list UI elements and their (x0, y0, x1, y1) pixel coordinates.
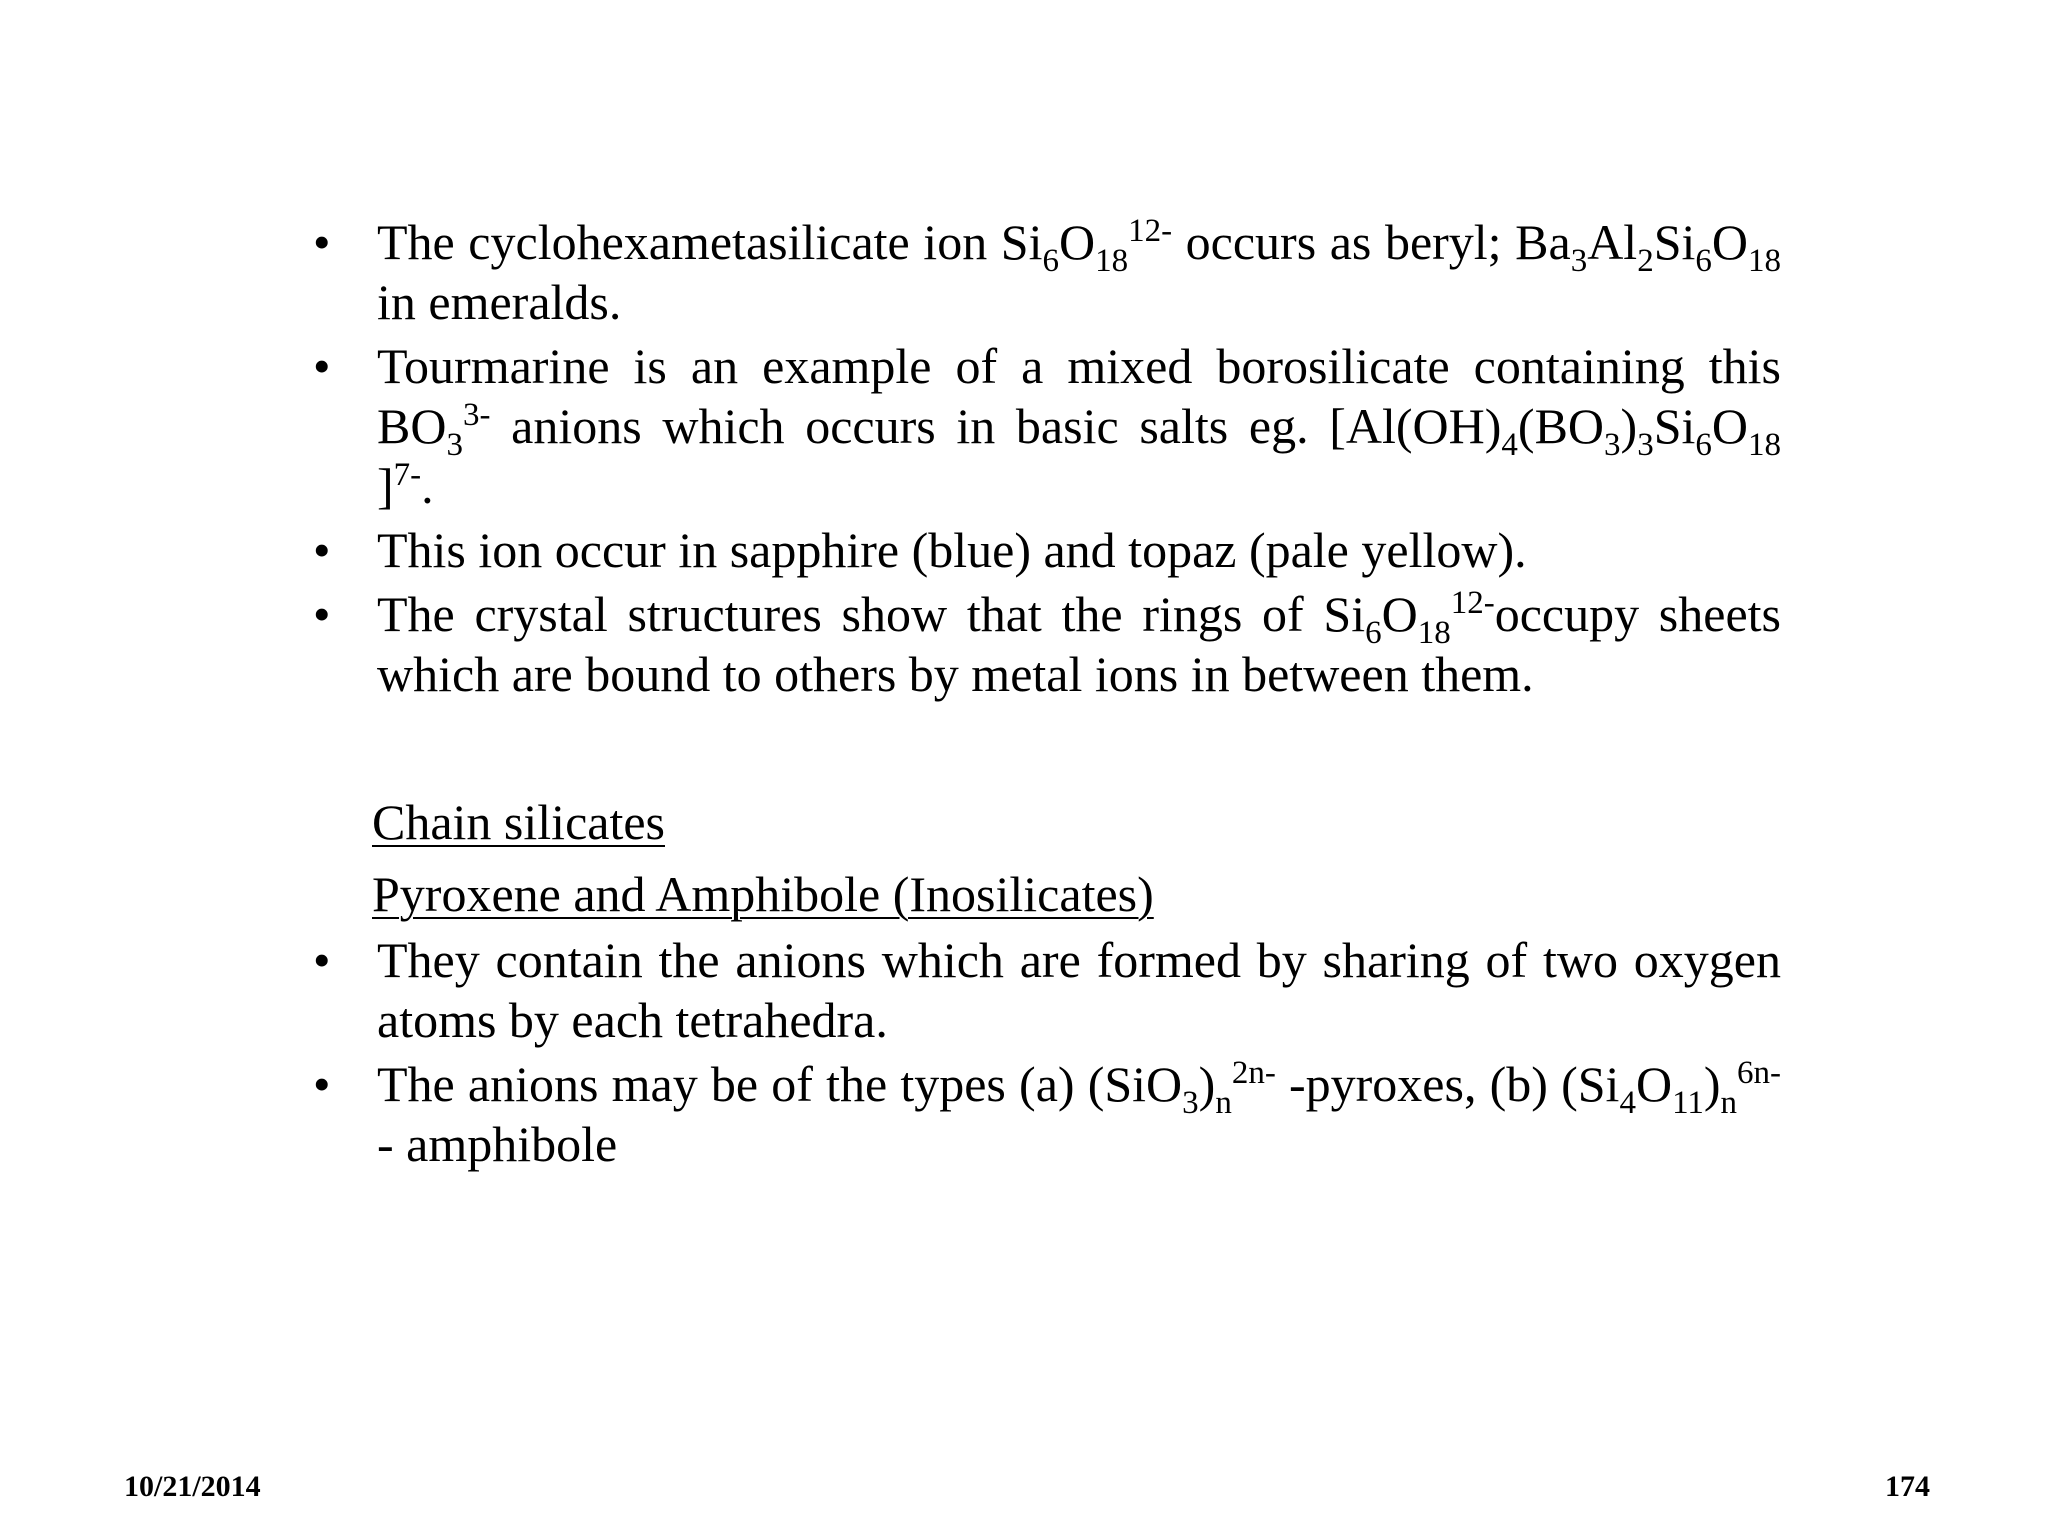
bullet-sapphire-topaz: • This ion occur in sapphire (blue) and topaz (pale yellow). (313, 522, 1527, 578)
bullet-dot: • (313, 586, 331, 642)
bullet-tourmarine: • Tourmarine is an example of a mixed borosilicate containing this $BO_3^{3-}$ anions which occurs in basic salts eg. [$Al(OH)_4(BO_3)_3Si_6O_{18}$ ]$^{7-}$. (313, 338, 1781, 514)
bullet-dot: • (313, 1056, 331, 1112)
bullet-dot: • (313, 214, 331, 270)
heading-chain-silicates: Chain silicates (372, 794, 665, 850)
bullet-dot: • (313, 932, 331, 988)
heading-pyroxene-amphibole: Pyroxene and Amphibole (Inosilicates) (372, 866, 1154, 922)
slide-content (305, 212, 1781, 1178)
footer-page-number: 174 (1885, 1470, 1930, 1503)
bullet-dot: • (313, 522, 331, 578)
bullet-crystal-structures: • The crystal structures show that the rings of $Si_6O_{18}^{12-}occupy$ sheets which are bound to others by metal ions in between them. (313, 585, 1781, 702)
bullet-anions-sharing: • They contain the anions which are formed by sharing of two oxygen atoms by each tetrahedra. (313, 932, 1781, 1048)
footer-date: 10/21/2014 (124, 1470, 261, 1503)
bullet-cyclohexametasilicate: • The cyclohexametasilicate ion $Si_6O_{18}^{12-}$ occurs as beryl; $Ba_3Al_2Si_6O_{18}$ in emeralds. (313, 213, 1782, 330)
bullet-anion-types: • The anions may be of the types (a) $(SiO_3)_n^{2n-}$ -pyroxes, (b) $(Si_4O_{11})_n^{6n-}$ - amphibole (313, 1055, 1781, 1172)
bullet-dot: • (313, 338, 331, 394)
